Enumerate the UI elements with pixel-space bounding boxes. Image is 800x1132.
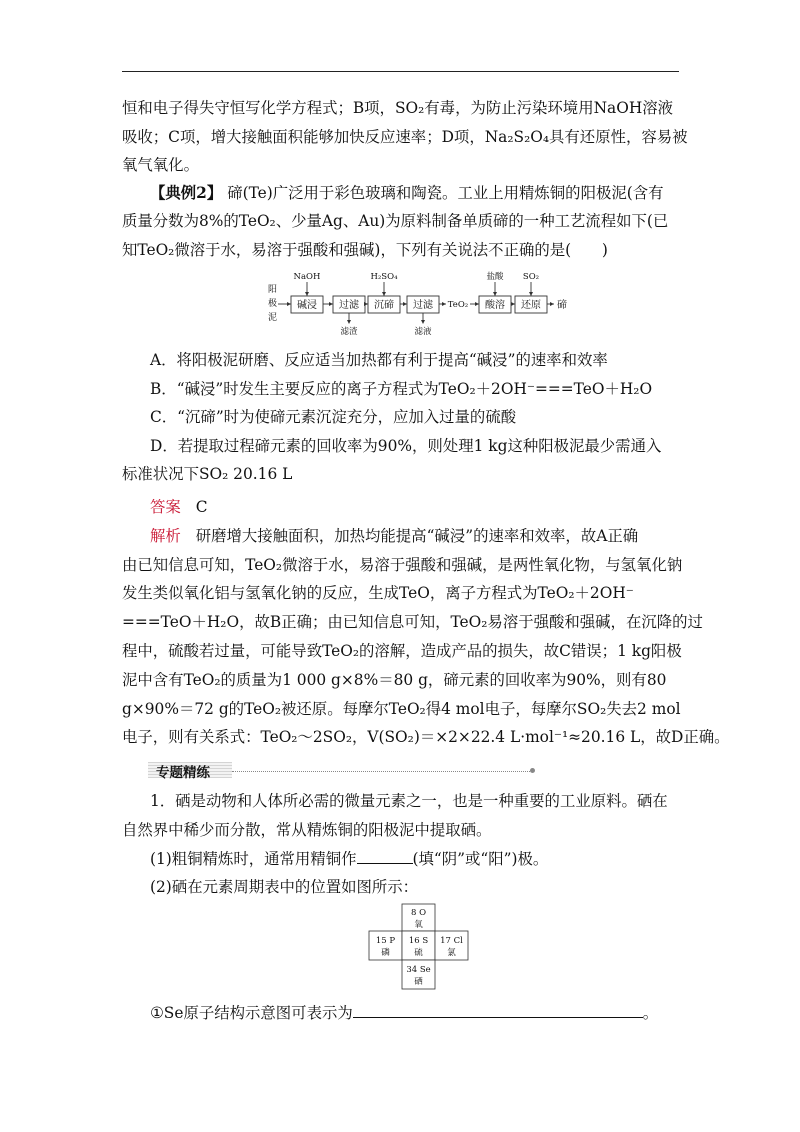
element-cl-name: 氯 [447, 948, 456, 958]
option-d-cont: 标准状况下SO₂ 20.16 L [122, 465, 293, 483]
header-rule [122, 71, 679, 72]
question-text: (填“阴”或“阳”)极。 [412, 850, 549, 868]
element-o-name: 氧 [414, 920, 423, 930]
process-flow-diagram [265, 268, 585, 338]
question-1: 1．硒是动物和人体所必需的微量元素之一，也是一种重要的工业原料。硒在 [150, 792, 668, 810]
question-1-part-1 [150, 849, 548, 869]
flow-input-so2: SO₂ [522, 272, 540, 282]
text-line: 泥中含有TeO₂的质量为1 000 g×8%＝80 g，碲元素的回收率为90%，则有80 [122, 671, 667, 689]
element-se-symbol: 34 Se [406, 965, 431, 975]
text-line: 吸收；C项，增大接触面积能够加快反应速率；D项，Na₂S₂O₄具有还原性，容易被 [122, 128, 688, 146]
flow-step-leaching: 碱浸 [297, 300, 317, 311]
flow-step-filter: 过滤 [339, 300, 359, 311]
option-c: C．“沉碲”时为使碲元素沉淀充分，应加入过量的硫酸 [150, 408, 517, 426]
text-line: g×90%＝72 g的TeO₂被还原。每摩尔TeO₂得4 mol电子，每摩尔SO₂失去2 mol [122, 700, 681, 718]
option-a: A．将阳极泥研磨、反应适当加热都有利于提高“碱浸”的速率和效率 [150, 351, 608, 369]
flow-start-char: 极 [268, 299, 278, 309]
question-1-part-2-sub-1 [150, 1003, 658, 1023]
flow-start-char: 泥 [268, 313, 278, 323]
example-label: 【典例2】 [150, 184, 223, 202]
text-line: 发生类似氧化铝与氢氧化钠的反应，生成TeO，离子方程式为TeO₂＋2OH⁻ [122, 584, 634, 602]
flow-input-naoh: NaOH [293, 272, 321, 282]
section-title: 专题精练 [156, 765, 210, 781]
flow-output-residue: 滤渣 [340, 327, 358, 337]
section-divider-end [530, 768, 535, 773]
element-p-name: 磷 [381, 948, 390, 958]
example-intro [150, 183, 664, 203]
text-line: 程中，硫酸若过量，可能导致TeO₂的溶解，造成产品的损失，故C错误；1 kg阳极 [122, 642, 682, 660]
explanation-label: 解析 [150, 527, 181, 545]
element-cl-symbol: 17 Cl [440, 936, 463, 946]
text-line: 质量分数为8%的TeO₂、少量Ag、Au)为原料制备单质碲的一种工艺流程如下(已 [122, 212, 669, 230]
element-s-name: 硫 [414, 948, 423, 958]
question-text: 。 [642, 1004, 659, 1022]
text-line: 知TeO₂微溶于水，易溶于强酸和强碱)，下列有关说法不正确的是( ) [122, 241, 608, 259]
question-1-part-2: (2)硒在元素周期表中的位置如图所示： [150, 878, 419, 896]
example-text: 碲(Te)广泛用于彩色玻璃和陶瓷。工业上用精炼铜的阳极泥(含有 [227, 184, 664, 202]
flow-step-filter: 过滤 [413, 300, 433, 311]
text-line: 电子，则有关系式：TeO₂～2SO₂，V(SO₂)＝×2×22.4 L·mol⁻¹≈20.16 L，故D正确。 [122, 728, 730, 746]
element-p-symbol: 15 P [375, 936, 396, 946]
question-text: (1)粗铜精炼时，通常用精铜作 [150, 850, 357, 868]
element-se-name: 硒 [414, 977, 423, 987]
text-line: 恒和电子得失守恒写化学方程式；B项，SO₂有毒，为防止污染环境用NaOH溶液 [122, 99, 674, 117]
answer-line [150, 497, 207, 517]
flow-intermediate: TeO₂ [447, 300, 469, 310]
section-divider [232, 771, 532, 772]
option-d: D．若提取过程碲元素的回收率为90%，则处理1 kg这种阳极泥最少需通入 [150, 437, 662, 455]
periodic-table-fragment [367, 903, 473, 991]
question-text: ①Se原子结构示意图可表示为 [150, 1004, 353, 1022]
explanation-first [150, 526, 638, 546]
flow-output-filtrate: 滤液 [414, 327, 432, 337]
text-line: 由已知信息可知，TeO₂微溶于水，易溶于强酸和强碱，是两性氧化物，与氢氧化钠 [122, 556, 683, 574]
section-heading [148, 762, 232, 781]
answer-blank[interactable] [353, 1003, 643, 1018]
element-o-symbol: 8 O [410, 908, 427, 918]
text-line: 自然界中稀少而分散，常从精炼铜的阳极泥中提取硒。 [122, 821, 492, 839]
flow-product: 碲 [557, 300, 567, 311]
answer-value: C [195, 498, 208, 516]
text-line: 氧气氧化。 [122, 156, 199, 174]
flow-input-h2so4: H₂SO₄ [370, 272, 398, 282]
flow-step-reduce: 还原 [521, 300, 541, 311]
explanation-text: 研磨增大接触面积，加热均能提高“碱浸”的速率和效率，故A正确 [195, 527, 639, 545]
answer-blank[interactable] [357, 849, 413, 864]
flow-input-hcl: 盐酸 [486, 272, 504, 282]
text-line: ===TeO＋H₂O，故B正确；由已知信息可知，TeO₂易溶于强酸和强碱，在沉降的过 [122, 613, 703, 631]
element-s-symbol: 16 S [408, 936, 429, 946]
flow-start-char: 阳 [268, 285, 278, 295]
option-b: B．“碱浸”时发生主要反应的离子方程式为TeO₂＋2OH⁻===TeO＋H₂O [150, 380, 653, 398]
answer-label: 答案 [150, 498, 181, 516]
flow-step-acid-dissolve: 酸溶 [485, 300, 505, 311]
flow-step-precipitate: 沉碲 [374, 300, 394, 311]
